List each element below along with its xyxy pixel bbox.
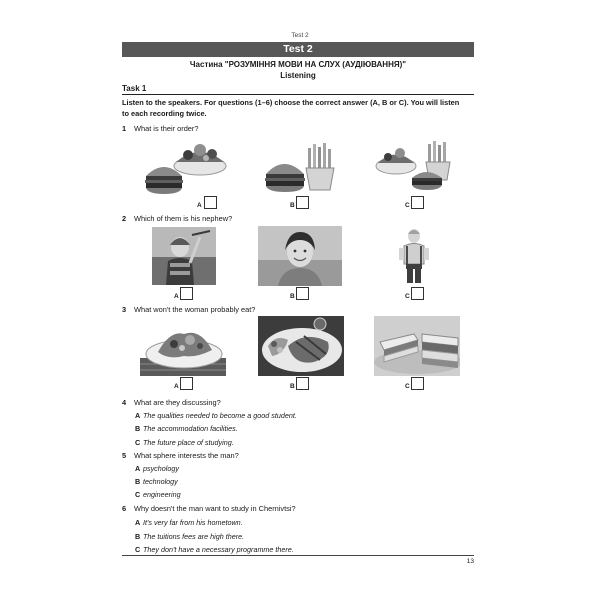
answer-letter[interactable]: A: [135, 464, 141, 473]
option-picture: [258, 226, 342, 286]
option-picture: [396, 226, 432, 286]
option-picture: [372, 138, 458, 196]
option-letter: B: [290, 202, 295, 209]
answer-letter[interactable]: A: [135, 518, 141, 527]
option-letter: A: [174, 293, 179, 300]
answer-option[interactable]: The qualities needed to become a good student.: [143, 411, 297, 420]
answer-checkbox[interactable]: [180, 287, 193, 300]
answer-letter[interactable]: B: [135, 424, 141, 433]
answer-option[interactable]: technology: [143, 477, 178, 486]
answer-checkbox[interactable]: [296, 377, 309, 390]
instructions-line-2: to each recording twice.: [122, 109, 207, 118]
burger-and-fries-illustration: [262, 138, 342, 196]
running-head: Test 2: [291, 32, 309, 39]
answer-letter[interactable]: C: [135, 545, 141, 554]
option-letter: B: [290, 383, 295, 390]
footer-divider: [122, 555, 474, 556]
option-letter: A: [174, 383, 179, 390]
sandwiches-photo: [374, 316, 460, 376]
answer-letter[interactable]: B: [135, 477, 141, 486]
option-picture: [374, 316, 460, 376]
question-text: What is their order?: [134, 124, 199, 133]
answer-checkbox[interactable]: [411, 377, 424, 390]
answer-checkbox[interactable]: [180, 377, 193, 390]
answer-option[interactable]: It's very far from his hometown.: [143, 518, 243, 527]
question-number: 2: [122, 214, 127, 223]
salad-plate-photo: [140, 318, 226, 376]
answer-option[interactable]: The future place of studying.: [143, 438, 234, 447]
answer-option[interactable]: engineering: [143, 490, 181, 499]
task-instructions: [122, 97, 474, 119]
part-title: Частина "РОЗУМІННЯ МОВИ НА СЛУХ (АУДІЮВАННЯ)": [189, 60, 407, 69]
instructions-line-1: Listen to the speakers. For questions (1–6) choose the correct answer (A, B or C). You will listen: [122, 98, 460, 107]
option-letter: A: [197, 202, 202, 209]
answer-letter[interactable]: C: [135, 438, 141, 447]
burger-and-salad-illustration: [140, 138, 230, 196]
option-letter: C: [405, 383, 410, 390]
question-number: 6: [122, 504, 127, 513]
answer-checkbox[interactable]: [204, 196, 217, 209]
answer-checkbox[interactable]: [411, 287, 424, 300]
answer-checkbox[interactable]: [411, 196, 424, 209]
question-number: 3: [122, 305, 127, 314]
question-text: What won't the woman probably eat?: [134, 305, 256, 314]
option-picture: [152, 227, 216, 285]
answer-option[interactable]: psychology: [143, 464, 179, 473]
task-divider: [122, 94, 474, 95]
option-picture: [140, 138, 230, 196]
toddler-photo: [152, 227, 216, 285]
question-text: Why doesn't the man want to study in Chernivtsi?: [134, 504, 296, 513]
part-subtitle: Listening: [280, 71, 316, 80]
question-number: 4: [122, 398, 127, 407]
answer-letter[interactable]: C: [135, 490, 141, 499]
steak-photo: [258, 316, 344, 376]
option-letter: B: [290, 293, 295, 300]
answer-checkbox[interactable]: [296, 196, 309, 209]
test-title-bar: Test 2: [122, 42, 474, 57]
answer-letter[interactable]: A: [135, 411, 141, 420]
salad-fries-burger-illustration: [372, 138, 458, 196]
question-text: Which of them is his nephew?: [134, 214, 233, 223]
option-letter: C: [405, 202, 410, 209]
task-label: Task 1: [122, 84, 147, 93]
option-picture: [262, 138, 342, 196]
answer-checkbox[interactable]: [296, 287, 309, 300]
option-picture: [140, 318, 226, 376]
option-letter: C: [405, 293, 410, 300]
option-picture: [258, 316, 344, 376]
answer-option[interactable]: They don't have a necessary programme there.: [143, 545, 294, 554]
question-text: What sphere interests the man?: [134, 451, 239, 460]
question-number: 5: [122, 451, 127, 460]
question-text: What are they discussing?: [134, 398, 221, 407]
page-number: 13: [466, 558, 474, 565]
small-boy-photo: [396, 226, 432, 286]
answer-option[interactable]: The tuitions fees are high there.: [143, 532, 245, 541]
question-number: 1: [122, 124, 127, 133]
answer-option[interactable]: The accommodation facilities.: [143, 424, 238, 433]
smiling-boy-photo: [258, 226, 342, 286]
answer-letter[interactable]: B: [135, 532, 141, 541]
